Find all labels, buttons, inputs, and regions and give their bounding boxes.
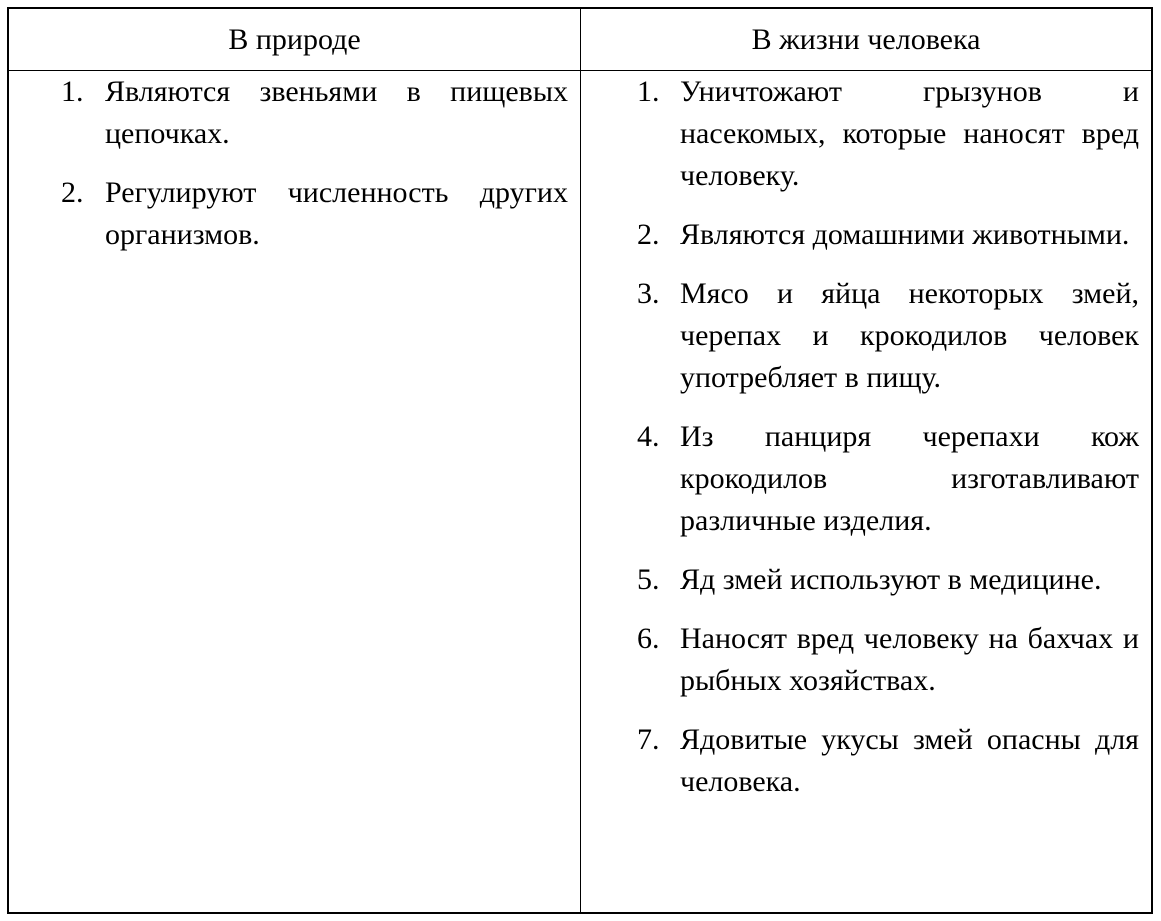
list-item bbox=[9, 172, 580, 256]
roles-table bbox=[8, 8, 1152, 913]
list-item-text: Являются домашними животными. bbox=[680, 218, 1130, 251]
list-item-text: Уничтожают грызунов и насекомых, которые наносят вред человеку. bbox=[680, 75, 1139, 192]
list-item-text: Мясо и яйца некоторых змей, черепах и крокодилов человек употребляет в пищу. bbox=[680, 277, 1139, 394]
header-human-life: В жизни человека bbox=[581, 9, 1152, 71]
list-item-text: Регулируют численность других организмов. bbox=[105, 176, 568, 251]
list-item-text: Из панциря черепахи кож крокодилов изготавливают различные изделия. bbox=[680, 420, 1139, 537]
header-row bbox=[9, 9, 1152, 71]
list-item-number: 1. bbox=[637, 75, 660, 108]
content-row bbox=[9, 71, 1152, 913]
list-item bbox=[581, 214, 1151, 256]
header-nature: В природе bbox=[9, 9, 581, 71]
list-item-number: 1. bbox=[61, 75, 84, 108]
list-item-text: Являются звеньями в пищевых цепочках. bbox=[105, 75, 568, 150]
list-item bbox=[581, 273, 1151, 399]
list-item bbox=[581, 71, 1151, 197]
nature-cell bbox=[9, 71, 581, 913]
list-item bbox=[581, 719, 1151, 803]
list-item-number: 2. bbox=[61, 176, 84, 209]
list-item bbox=[581, 559, 1151, 601]
list-item-number: 3. bbox=[637, 277, 660, 310]
list-item bbox=[9, 71, 580, 155]
nature-list bbox=[9, 71, 580, 256]
human-life-list bbox=[581, 71, 1151, 803]
list-item-number: 6. bbox=[637, 622, 660, 655]
human-life-cell bbox=[581, 71, 1152, 913]
list-item bbox=[581, 618, 1151, 702]
list-item-text: Ядовитые укусы змей опасны для человека. bbox=[680, 723, 1139, 798]
list-item-text: Яд змей используют в медицине. bbox=[680, 563, 1102, 596]
list-item-text: Наносят вред человеку на бахчах и рыбных хозяйствах. bbox=[680, 622, 1139, 697]
list-item-number: 7. bbox=[637, 723, 660, 756]
roles-table-container bbox=[7, 7, 1153, 914]
list-item-number: 2. bbox=[637, 218, 660, 251]
list-item-number: 5. bbox=[637, 563, 660, 596]
list-item-number: 4. bbox=[637, 420, 660, 453]
list-item bbox=[581, 416, 1151, 542]
